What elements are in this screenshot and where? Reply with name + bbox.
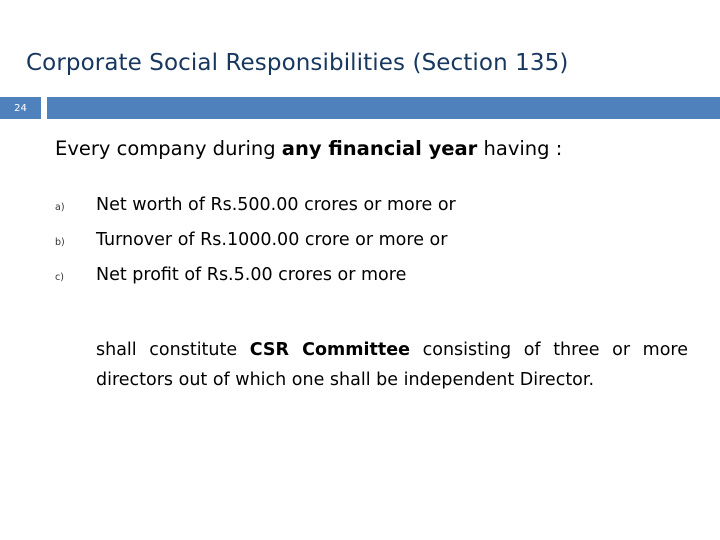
criteria-text: Turnover of Rs.1000.00 crore or more or [96, 230, 448, 250]
intro-sentence [55, 137, 562, 160]
intro-emphasis: any financial year [281, 137, 478, 160]
conclusion-paragraph [96, 335, 688, 395]
conclusion-suffix: consisting of three or more directors out of which one shall be independent Director. [96, 340, 688, 390]
criteria-text: Net worth of Rs.500.00 crores or more or [96, 195, 456, 215]
list-marker: a) [55, 202, 65, 213]
list-marker: c) [55, 272, 64, 283]
slide-number-badge [0, 97, 41, 119]
intro-suffix: having : [477, 137, 563, 160]
header-divider-bar [47, 97, 720, 119]
list-marker: b) [55, 237, 65, 248]
slide-title: Corporate Social Responsibilities (Section 135) [26, 50, 569, 76]
criteria-text: Net profit of Rs.5.00 crores or more [96, 265, 407, 285]
intro-prefix: Every company during [55, 137, 282, 160]
slide-number: 24 [14, 102, 27, 114]
conclusion-prefix: shall constitute [96, 340, 250, 360]
conclusion-emphasis: CSR Committee [249, 340, 410, 360]
